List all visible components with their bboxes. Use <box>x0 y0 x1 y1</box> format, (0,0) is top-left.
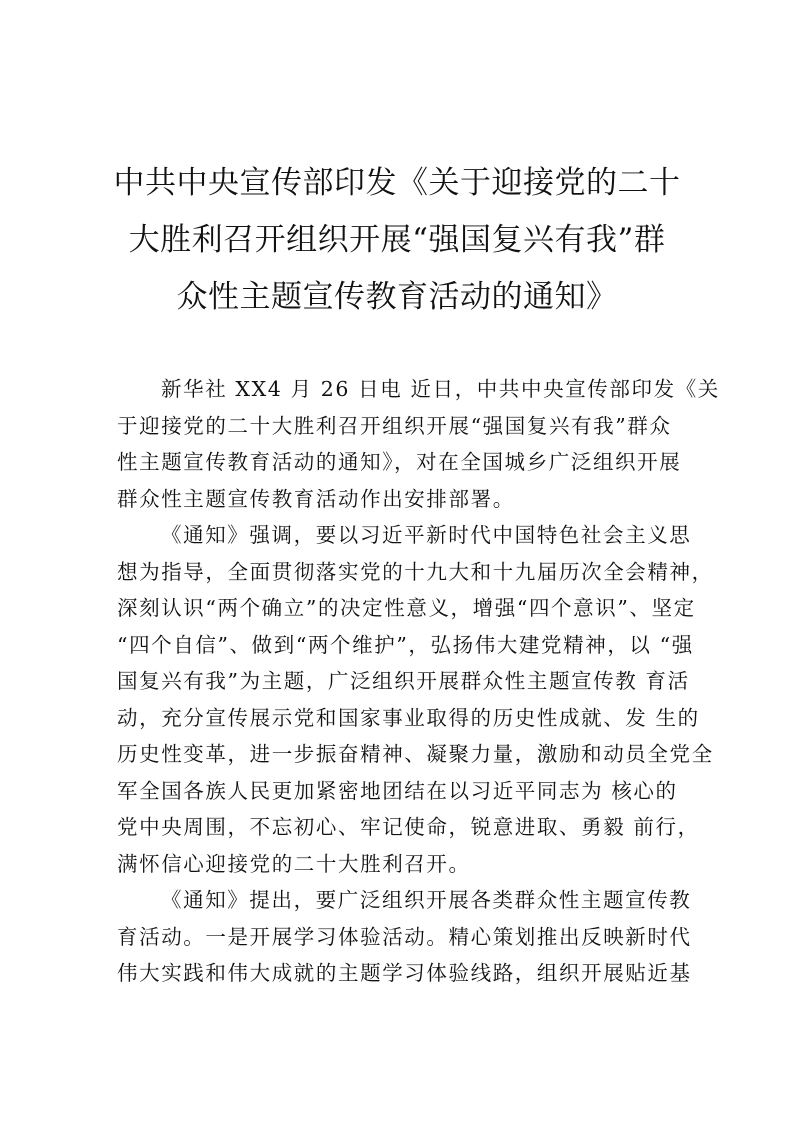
body-line: 伟大实践和伟大成就的主题学习体验线路，组织开展贴近基 <box>117 961 692 985</box>
body-line: 深刻认识“两个确立”的决定性意义，增强“四个意识”、坚定 <box>117 596 696 620</box>
paragraph-emphasis <box>117 517 714 882</box>
body-line: 性主题宣传教育活动的通知》，对在全国城乡广泛组织开展 <box>117 450 682 474</box>
body-line: 历史性变革，进一步振奋精神、凝聚力量，激励和动员全党全 <box>117 742 714 766</box>
document-body <box>117 371 720 992</box>
body-line: 《通知》强调，要以习近平新时代中国特色社会主义思 <box>161 523 692 547</box>
body-line: 新华社 XX4 月 26 日电 近日，中共中央宣传部印发《关 <box>161 377 720 401</box>
body-line: “四个自信”、做到“两个维护”，弘扬伟大建党精神，以 “强 <box>117 632 694 657</box>
body-line: 于迎接党的二十大胜利召开组织开展“强国复兴有我”群众 <box>117 413 672 438</box>
body-line: 满怀信心迎接党的二十大胜利召开。 <box>117 851 471 876</box>
body-line: 军全国各族人民更加紧密地团结在以习近平同志为 核心的 <box>117 778 678 803</box>
title-line: 众性主题宣传教育活动的通知》 <box>176 279 618 315</box>
document-title <box>100 155 694 326</box>
body-line: 动，充分宣传展示党和国家事业取得的历史性成就、发 生的 <box>117 705 700 730</box>
body-line: 《通知》提出，要广泛组织开展各类群众性主题宣传教 <box>161 888 692 912</box>
title-line: 大胜利召开组织开展“强国复兴有我”群 <box>128 222 666 258</box>
title-line: 中共中央宣传部印发《关于迎接党的二十 <box>113 165 681 201</box>
body-line: 想为指导，全面贯彻落实党的十九大和十九届历次全会精神， <box>117 559 714 584</box>
body-line: 国复兴有我”为主题，广泛组织开展群众性主题宣传教 育活 <box>117 669 690 693</box>
body-line: 育活动。一是开展学习体验活动。精心策划推出反映新时代 <box>117 924 692 949</box>
body-line: 党中央周围，不忘初心、牢记使命，锐意进取、勇毅 前行， <box>117 815 700 839</box>
body-line: 群众性主题宣传教育活动作出安排部署。 <box>117 486 515 511</box>
paragraph-proposal <box>117 882 697 992</box>
paragraph-dateline <box>117 371 720 517</box>
